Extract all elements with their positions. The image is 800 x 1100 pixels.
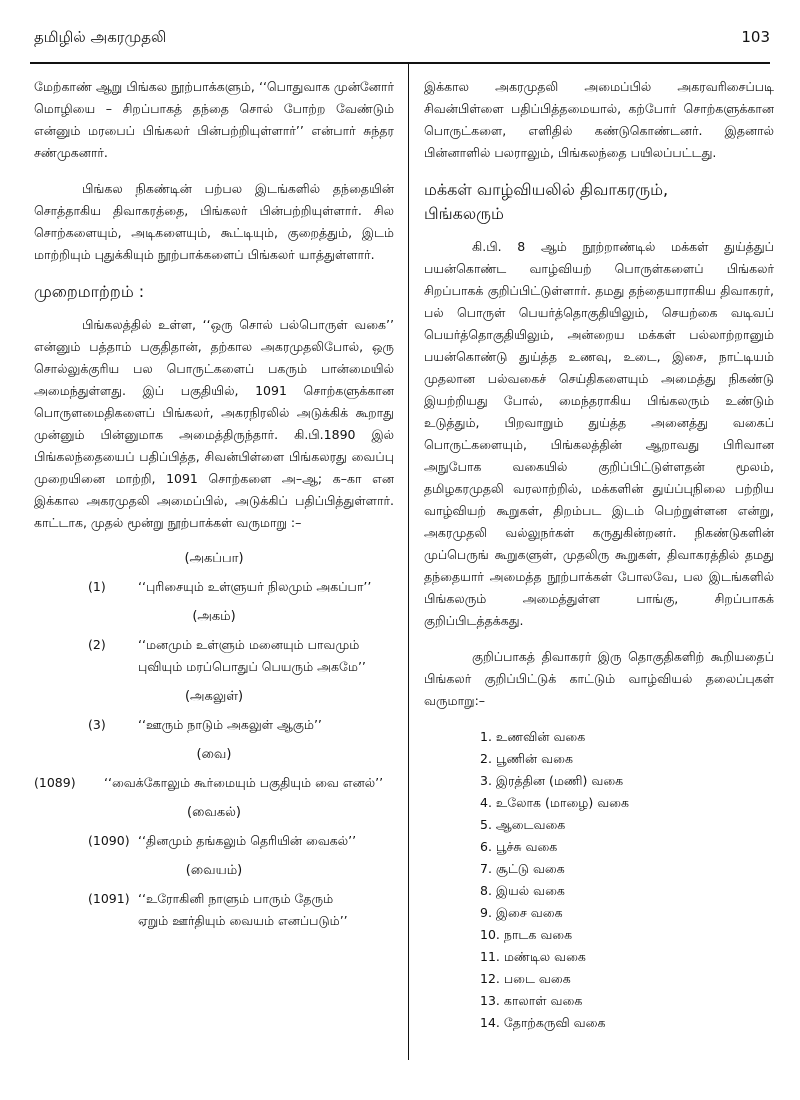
- list-item: 2. பூணின் வகை: [480, 751, 573, 766]
- right-paragraph-3: குறிப்பாகத் திவாகரர் இரு தொகுதிகளிற் கூறியதைப் பிங்கலர் குறிப்பிட்டுக் காட்டும் வாழ்வியல் தலைப்புகள் வருமாறு:–: [424, 649, 774, 708]
- verse-number: (1089): [34, 775, 76, 790]
- left-paragraph-2: பிங்கல நிகண்டின் பற்பல இடங்களில் தந்தையின் சொத்தாகிய திவாகரத்தை, பிங்கலர் பின்பற்றியுள்ளார். சில சொற்களையும், அடிகளையும், கூட்டியும், குறைத்தும், இடம் மாற்றியும் புதுக்கியும் நூற்பாக்களைப் பிங்கலர் யாத்துள்ளார்.: [34, 181, 394, 262]
- list-item: 8. இயல் வகை: [480, 883, 565, 898]
- verse-number: (1): [88, 579, 106, 594]
- verse-line: ‘‘புரிசையும் உள்ளுயர் நிலமும் அகப்பா’’: [138, 579, 372, 594]
- verse-entry: [34, 714, 394, 736]
- verse-line: புவியும் மரப்பொதுப் பெயரும் அகமே’’: [138, 659, 366, 674]
- verse-entry: [34, 772, 394, 794]
- heading-line-2: பிங்கலரும்: [424, 204, 504, 223]
- right-column: [424, 76, 774, 1034]
- header-rule: [30, 62, 770, 64]
- column-divider: [408, 64, 409, 1060]
- verse-lines: [138, 888, 394, 932]
- list-item: 4. உலோக (மாழை) வகை: [480, 795, 629, 810]
- section-heading-muraimatram: முறைமாற்றம் :: [34, 282, 145, 301]
- verse-lines: [138, 634, 394, 678]
- list-item: 9. இசை வகை: [480, 905, 563, 920]
- list-item: 14. தோற்கருவி வகை: [480, 1015, 606, 1030]
- heading-line-1: மக்கள் வாழ்வியலில் திவாகரரும்,: [424, 180, 669, 199]
- list-item: 12. படை வகை: [480, 971, 571, 986]
- verse-line: ‘‘வைக்கோலும் கூர்மையும் பகுதியும் வை எனல்’’: [104, 775, 384, 790]
- list-item: 7. சூட்டு வகை: [480, 861, 565, 876]
- topic-list: [424, 726, 774, 1034]
- verse-number: (1090): [88, 833, 130, 848]
- verse-number: (2): [88, 637, 106, 652]
- left-paragraph-1: மேற்காண் ஆறு பிங்கல நூற்பாக்களும், ‘‘பொதுவாக முன்னோர் மொழியை – சிறப்பாகத் தந்தை சொல் போற்ற வேண்டும் என்னும் மரபைப் பிங்கலர் பின்பற்றியுள்ளார்’’ என்பார் சுந்தர சண்முகனார்.: [34, 79, 394, 160]
- verse-entry: [34, 830, 394, 852]
- verse-line: ‘‘தினமும் தங்கலும் தெரியின் வைகல்’’: [138, 833, 357, 848]
- page-header: [34, 28, 770, 58]
- entry-head: (அகலுள்): [184, 689, 244, 704]
- list-item: 6. பூச்சு வகை: [480, 839, 558, 854]
- section-heading-vazhviyal: [424, 178, 774, 226]
- entry-head: (வைகல்): [187, 805, 241, 820]
- left-column: [34, 76, 394, 936]
- entry-head: (வை): [196, 747, 232, 762]
- entry-head: (அகம்): [192, 609, 236, 624]
- running-title: தமிழில் அகரமுதலி: [34, 28, 167, 46]
- verse-entry: [34, 576, 394, 598]
- verse-number: (1091): [88, 891, 130, 906]
- verse-number: (3): [88, 717, 106, 732]
- list-item: 3. இரத்தின (மணி) வகை: [480, 773, 624, 788]
- right-paragraph-1: இக்கால அகரமுதலி அமைப்பில் அகரவரிசைப்படி சிவன்பிள்ளை பதிப்பித்தமையால், கற்போர் சொற்களுக்கான பொருட்களை, எளிதில் கண்டுகொண்டனர். இதனால் பின்னாளில் பலராலும், பிங்கலந்தை பயிலப்பட்டது.: [424, 79, 774, 160]
- left-paragraph-3: பிங்கலத்தில் உள்ள, ‘‘ஒரு சொல் பல்பொருள் வகை’’ என்னும் பத்தாம் பகுதிதான், தற்கால அகரமுதலிபோல், ஒரு சொல்லுக்குரிய பல பொருட்களைப் பகரும் பான்மையில் அமைந்துள்ளது. இப் பகுதியில், 1091 சொற்களுக்கான பொருளமைதிகளைப் பிங்கலர், அகரநிரலில் அடுக்கிக் கூறாது முன்னும் பின்னுமாக அமைத்திருந்தார். கி.பி.1890 இல் பிங்கலந்தையைப் பதிப்பித்த, சிவன்பிள்ளை பிங்கலரது வைப்பு முறையினை மாற்றி, 1091 சொற்களை அ–ஆ; க–கா என இக்கால அகரமுதலி அமைப்பில், அடுக்கிப் பதிப்பித்துள்ளார். காட்டாக, முதல் மூன்று நூற்பாக்கள் வருமாறு :–: [34, 317, 394, 530]
- list-item: 13. காலாள் வகை: [480, 993, 583, 1008]
- verse-line: ஏறும் ஊர்தியும் வையம் எனப்படும்’’: [138, 913, 348, 928]
- verse-entry: [34, 634, 394, 678]
- verse-line: ‘‘மனமும் உள்ளும் மனையும் பாவமும்: [138, 637, 360, 652]
- list-item: 5. ஆடைவகை: [480, 817, 566, 832]
- right-paragraph-2: கி.பி. 8 ஆம் நூற்றாண்டில் மக்கள் துய்த்துப் பயன்கொண்ட வாழ்வியற் பொருள்களைப் பிங்கலர் சிறப்பாகக் குறிப்பிட்டுள்ளார். தமது தந்தையாராகிய திவாகரர், பல் பொருள் பெயர்த்தொகுதியிலும், செயற்கை வடிவப் பெயர்த்தொகுதியிலும், அன்றைய மக்கள் பல்லாற்றானும் பயன்கொண்டு துய்த்த உணவு, உடை, இசை, நாட்டியம் முதலான பல்வகைச் செய்திகளையும் அமைத்து நிகண்டு இயற்றியது போல், மைந்தராகிய பிங்கலரும் உண்டும் உடுத்தும், பிறவாறும் துய்த்த அனைத்து வகைப் பொருட்களையும், பிங்கலத்தின் ஆறாவது பிரிவான அநுபோக வகையில் குறிப்பிட்டுள்ளதன் மூலம், தமிழகரமுதலி வரலாற்றில், மக்களின் துய்ப்புநிலை பற்றிய வாழ்வியற் கூறுகள், திறம்பட இடம் பெற்றுள்ளன என்று, அகரமுதலி வல்லுநர்கள் கருதுகின்றனர். நிகண்டுகளின் முப்பெருங் கூறுகளுள், முதலிரு கூறுகள், திவாகரத்தில் தமது தந்தையார் அமைத்த நூற்பாக்கள் போலவே, பல இடங்களில் பிங்கலரும் அமைத்துள்ள பாங்கு, சிறப்பாகக் குறிப்பிடத்தக்கது.: [424, 239, 774, 628]
- list-item: 1. உணவின் வகை: [480, 729, 586, 744]
- entry-head: (அகப்பா): [184, 551, 244, 566]
- list-item: 11. மண்டில வகை: [480, 949, 586, 964]
- verse-line: ‘‘ஊரும் நாடும் அகலுள் ஆகும்’’: [138, 717, 322, 732]
- entry-head: (வையம்): [185, 863, 243, 878]
- page-number: 103: [741, 28, 770, 46]
- list-item: 10. நாடக வகை: [480, 927, 573, 942]
- verse-entry: [34, 888, 394, 932]
- verse-line: ‘‘உரோகினி நாளும் பாரும் தேரும்: [138, 891, 334, 906]
